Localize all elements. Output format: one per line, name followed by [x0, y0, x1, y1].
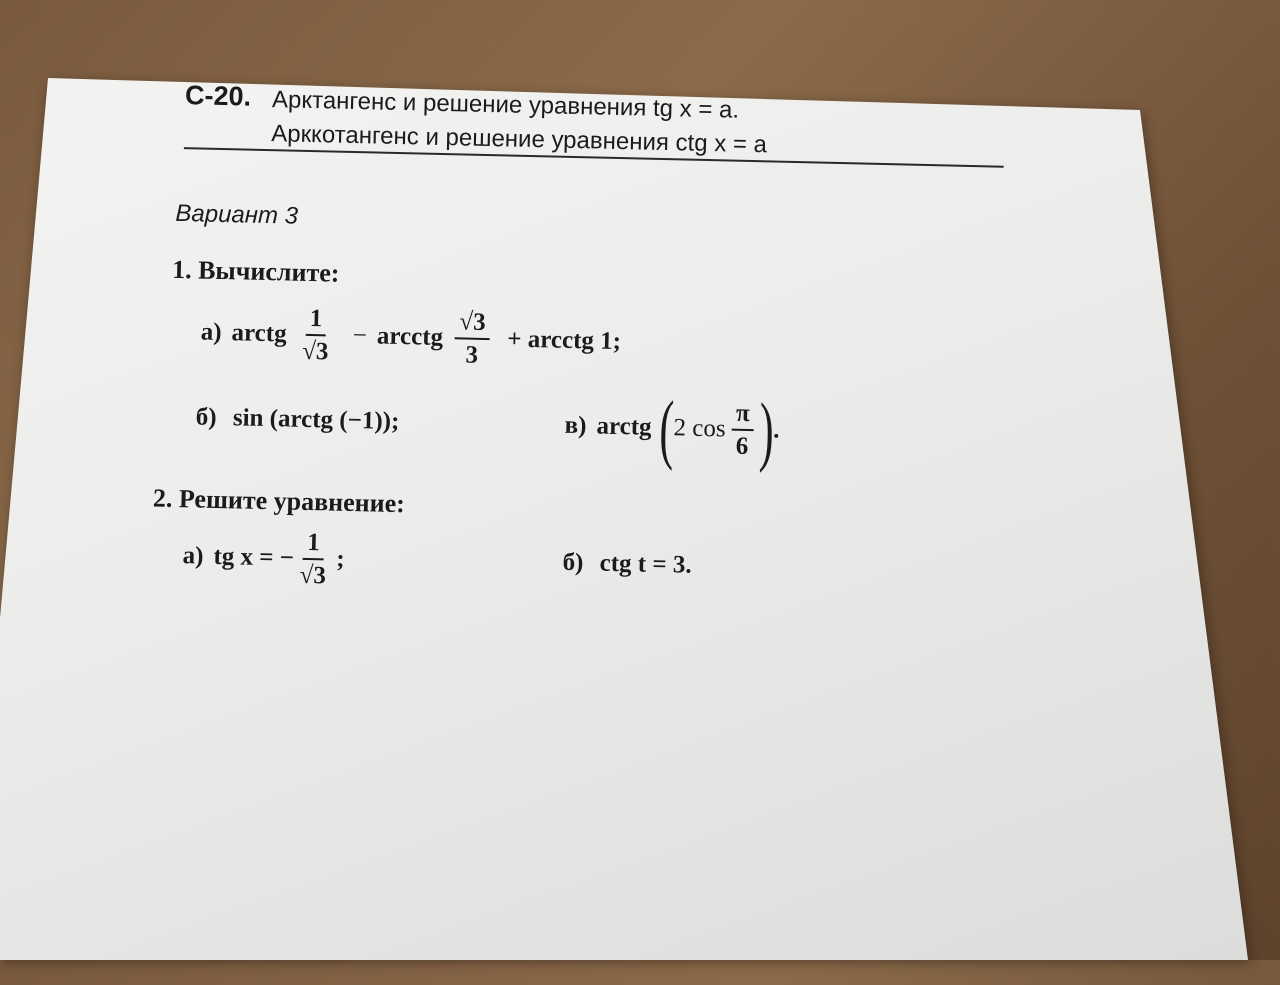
task1-a-tail: + arcctg 1; — [507, 325, 622, 356]
task1-c-label: в) — [564, 411, 587, 440]
task1-b-label: б) — [195, 403, 217, 431]
task1-heading — [172, 255, 340, 289]
task2-a-lhs: tg x = − — [213, 542, 295, 572]
task1-a-frac1-num: 1 — [305, 306, 326, 336]
task2-b — [562, 549, 692, 580]
task1-c-inner: 2 cos — [673, 414, 726, 443]
right-paren: ) — [758, 386, 775, 474]
task1-a-minus: − — [352, 321, 368, 350]
task1-a-label: а) — [200, 318, 222, 346]
task2-a-label: а) — [182, 542, 204, 570]
task2-b-label: б) — [562, 548, 584, 577]
task1-b — [195, 403, 399, 436]
task2-a-fraction — [295, 530, 331, 589]
task1-a-fraction-2 — [454, 309, 490, 368]
task1-a-op2: arcctg — [376, 322, 444, 352]
task2-number: 2. — [152, 483, 173, 513]
task1-a-frac2-num: √3 — [455, 309, 490, 340]
task1-a-frac2-den: 3 — [465, 341, 479, 369]
task2-a-frac-num: 1 — [303, 530, 324, 560]
task1-c-frac-den: 6 — [735, 432, 749, 460]
task1-b-expr: sin (arctg (−1)); — [232, 404, 400, 436]
task1-a-frac1-den: √3 — [301, 337, 329, 366]
task2-a-frac-den: √3 — [299, 561, 327, 590]
task1-a — [200, 298, 622, 378]
task1-c-frac-num: π — [732, 401, 754, 431]
variant-title: Вариант 3 — [175, 199, 299, 230]
task1-c-end: . — [773, 416, 780, 444]
task1-c — [564, 383, 781, 474]
task2-a — [182, 520, 346, 596]
task2-a-end: ; — [335, 545, 345, 573]
task1-number: 1. — [171, 254, 192, 285]
task1-a-op1: arctg — [231, 319, 287, 348]
task1-a-fraction-1 — [298, 306, 334, 365]
header-line-1: Арктангенс и решение уравнения tg x = a. — [271, 86, 740, 124]
task1-c-fraction — [731, 401, 754, 459]
task2-heading — [153, 483, 406, 519]
task1-c-op: arctg — [596, 412, 652, 441]
section-code: С-20. — [184, 80, 252, 112]
task2-title: Решите уравнение: — [178, 484, 406, 519]
header-line-2: Арккотангенс и решение уравнения ctg x = a — [270, 120, 768, 159]
task2-b-expr: ctg t = 3. — [599, 549, 692, 579]
task1-title: Вычислите: — [197, 255, 340, 288]
left-paren: ( — [658, 383, 675, 472]
